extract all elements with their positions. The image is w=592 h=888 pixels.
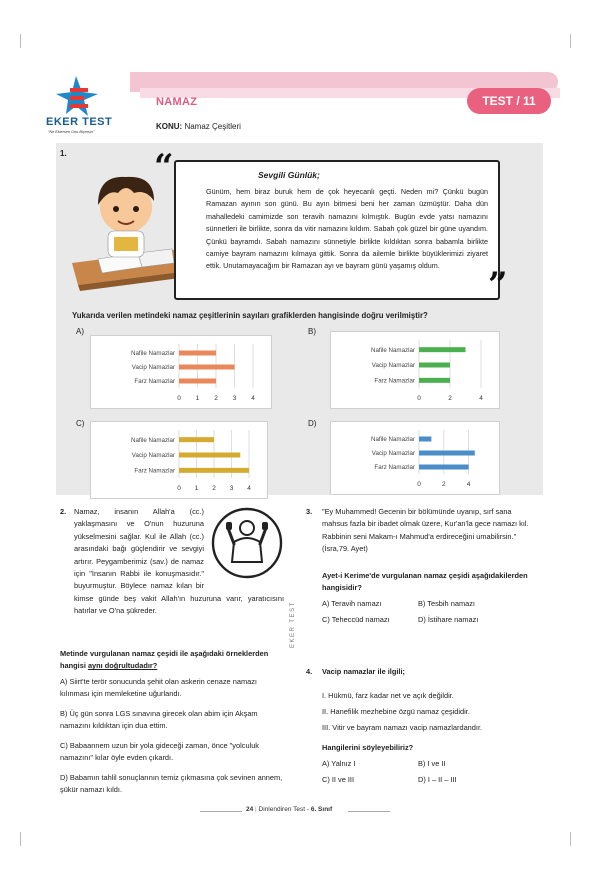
question-2-prompt-underlined: aynı doğrultudadır? (87, 661, 158, 671)
option-b-label: B) (308, 327, 316, 336)
diary-box (154, 147, 508, 305)
bar-chart-svg (331, 332, 499, 408)
chart-option-b (330, 331, 500, 409)
category-label: Nafile Namazlar (370, 436, 415, 444)
brand-logo (46, 72, 128, 138)
topic-line (156, 122, 241, 131)
question-4-title: Vacip namazlar ile ilgili; (322, 667, 405, 676)
chart-option-d (330, 421, 500, 495)
x-tick-label: 2 (448, 395, 452, 402)
bar-chart-svg (331, 422, 499, 494)
question-1-number: 1. (60, 149, 67, 158)
bar (419, 347, 466, 352)
category-label: Farz Namazlar (374, 464, 415, 472)
brand-name: EKER TEST (46, 116, 113, 128)
bar (179, 468, 249, 473)
footer-text: Dinlendiren Test - (258, 806, 311, 813)
category-label: Vacip Namazlar (371, 362, 415, 370)
bar (419, 465, 469, 470)
category-label: Vacip Namazlar (131, 452, 175, 460)
question-4-number: 4. (306, 667, 313, 676)
footer-grade: 6. Sınıf (310, 806, 333, 813)
footer: 24 | Dinlendiren Test - 6. Sınıf (246, 806, 333, 813)
x-tick-label: 4 (466, 481, 471, 488)
category-label: Farz Namazlar (134, 378, 175, 386)
open-quote-icon: “ (154, 147, 174, 187)
question-4-option-a[interactable]: A) Yalnız I (322, 759, 356, 768)
bar (419, 451, 475, 456)
category-label: Vacip Namazlar (131, 364, 175, 372)
test-number-badge: TEST / 11 (467, 88, 551, 114)
close-quote-icon: ” (488, 265, 508, 305)
question-2-intro-text: Namaz, insanın Allah'a (cc.) yaklaşmasını ve O'nun huzuruna yükselmesini sağlar. Kul ile Allah (cc.) arasındaki bağı güçlendirir ve sevgiyi artırır. Peygamberimiz (sav.) de namaz için "İnsanın Rabbi ile konuşmasıdır." buyurmuştur. Böylece namaz kılan bir kimse günde beş vakit Allah'ın huzuruna varır, yaratıcısını hatırlar ve O'na şükreder. (74, 507, 284, 616)
diary-text: Günüm, hem biraz buruk hem de çok heyecanlı geçti. Neden mi? Çünkü bugün Ramazan ayının son günü. Bu ayın bitmesi beni her zaman üzmüştür. Daha dün mahalledeki camimizde son teravih namazını kılmıştık. Bugün evde yatsı namazını sünnetleri ile birlikte, sonra da vitir namazını kıldım. Sabah çok güzel bir güne uyandım. Çünkü bayramdı. Sabah namazını sünnetiyle birlikte kıldıktan sonra babamla birlikte camiye bayram namazını kılmaya gittik. Sonra da ailemle birlikte büyüklerimizi ziyaret ettik. Unutamayacağım bir Ramazan ayı ve bayram günü yaşamış oldum. (206, 187, 488, 271)
question-3-option-d[interactable]: D) İstihare namazı (418, 615, 479, 624)
crop-mark (20, 832, 21, 846)
x-tick-label: 3 (229, 485, 234, 492)
bar-chart-svg (91, 422, 267, 498)
praying-person-illustration (210, 506, 284, 580)
question-4-option-b[interactable]: B) I ve II (418, 759, 446, 768)
x-tick-label: 1 (194, 485, 199, 492)
question-3-option-b[interactable]: B) Tesbih namazı (418, 599, 475, 608)
praying-person-icon (210, 506, 284, 580)
question-2-prompt (60, 648, 290, 673)
question-2-option-a[interactable]: A) Siirt'te terör sonucunda şehit olan askerin cenaze namazı kılınması için memleketine uğurlandı. (60, 677, 257, 699)
x-tick-label: 0 (417, 395, 421, 402)
category-label: Farz Namazlar (374, 377, 415, 385)
question-1-panel (56, 143, 543, 495)
x-tick-label: 4 (247, 485, 251, 492)
bar (179, 365, 235, 370)
footer-rule-left (200, 811, 242, 812)
crop-mark (570, 832, 571, 846)
x-tick-label: 0 (417, 481, 421, 488)
bar (419, 378, 450, 383)
x-tick-label: 2 (441, 481, 446, 488)
chart-option-c (90, 421, 268, 499)
page-number: 24 (246, 806, 254, 813)
question-1-text: Yukarıda verilen metindeki namaz çeşitlerinin sayıları grafiklerden hangisinde doğru verilmiştir? (72, 311, 428, 320)
x-tick-label: 1 (195, 395, 200, 402)
star-logo-icon (46, 72, 128, 118)
footer-rule-right (348, 811, 390, 812)
question-4-statement-3: III. Vitir ve bayram namazı vacip namazlardandır. (322, 723, 483, 732)
question-3-prompt: Ayet-i Kerime'de vurgulanan namaz çeşidi aşağıdakilerden hangisidir? (322, 571, 528, 593)
question-4-option-c[interactable]: C) II ve III (322, 775, 355, 784)
chart-option-a (90, 335, 272, 409)
x-tick-label: 0 (177, 395, 181, 402)
x-tick-label: 2 (212, 485, 216, 492)
question-4-statement-2: II. Hanefilik mezhebine özgü namaz çeşididir. (322, 707, 470, 716)
question-2-option-d[interactable]: D) Babamın tahlil sonuçlarının temiz çıkmasına çok sevinen annem, şükür namazı kıldı. (60, 773, 283, 795)
crop-mark (20, 34, 21, 48)
question-4-prompt: Hangilerini söyleyebiliriz? (322, 743, 414, 752)
question-2-option-b[interactable]: B) Üç gün sonra LGS sınavına girecek olan abim için Akşam namazını kıldıktan için dua ettim. (60, 709, 258, 731)
bar (179, 437, 214, 442)
diary-title: Sevgili Günlük; (258, 170, 320, 180)
x-tick-label: 0 (177, 485, 181, 492)
question-2-intro (74, 506, 284, 618)
x-tick-label: 2 (214, 395, 218, 402)
x-tick-label: 4 (479, 395, 483, 402)
question-2-option-c[interactable]: C) Babaannem uzun bir yola gideceği zaman, önce "yolculuk namazını" kılar öyle evden çıkardı. (60, 741, 259, 763)
question-2-number: 2. (60, 507, 67, 516)
side-brand-label: EKER TEST (290, 601, 296, 648)
bar (419, 437, 431, 442)
question-3-number: 3. (306, 507, 313, 516)
category-label: Farz Namazlar (134, 467, 175, 475)
bar (179, 379, 216, 384)
option-d-label: D) (308, 419, 317, 428)
topic-value: Namaz Çeşitleri (184, 122, 241, 131)
brand-slogan: "Ne Eklersen Onu Biçersin" (48, 130, 95, 134)
question-4-option-d[interactable]: D) I – II – III (418, 775, 457, 784)
option-a-label: A) (76, 327, 84, 336)
crop-mark (570, 34, 571, 48)
bar (179, 351, 216, 356)
question-3-option-a[interactable]: A) Teravih namazı (322, 599, 382, 608)
bar (419, 363, 450, 368)
category-label: Nafile Namazlar (130, 350, 175, 358)
topic-label: KONU: (156, 122, 183, 131)
category-label: Vacip Namazlar (371, 450, 415, 458)
unit-title: NAMAZ (156, 96, 198, 108)
question-4-statement-1: I. Hükmü, farz kadar net ve açık değildir. (322, 691, 454, 700)
x-tick-label: 4 (251, 395, 255, 402)
bar (179, 453, 240, 458)
x-tick-label: 3 (232, 395, 237, 402)
question-3-text: "Ey Muhammed! Gecenin bir bölümünde uyanıp, sırf sana mahsus fazla bir ibadet olmak üzere, Kur'an'la gece namazı kıl. Rabbinin seni Makam-ı Mahmud'a erdireceğini umabilirsin." (İsra,79. Ayet) (322, 507, 529, 554)
option-c-label: C) (76, 419, 85, 428)
question-3-option-c[interactable]: C) Teheccüd namazı (322, 615, 390, 624)
bar-chart-svg (91, 336, 271, 408)
category-label: Nafile Namazlar (130, 436, 175, 444)
question-2-prompt-main: Metinde vurgulanan namaz çeşidi ile aşağıdaki örneklerden hangisi (60, 649, 269, 671)
category-label: Nafile Namazlar (370, 346, 415, 354)
